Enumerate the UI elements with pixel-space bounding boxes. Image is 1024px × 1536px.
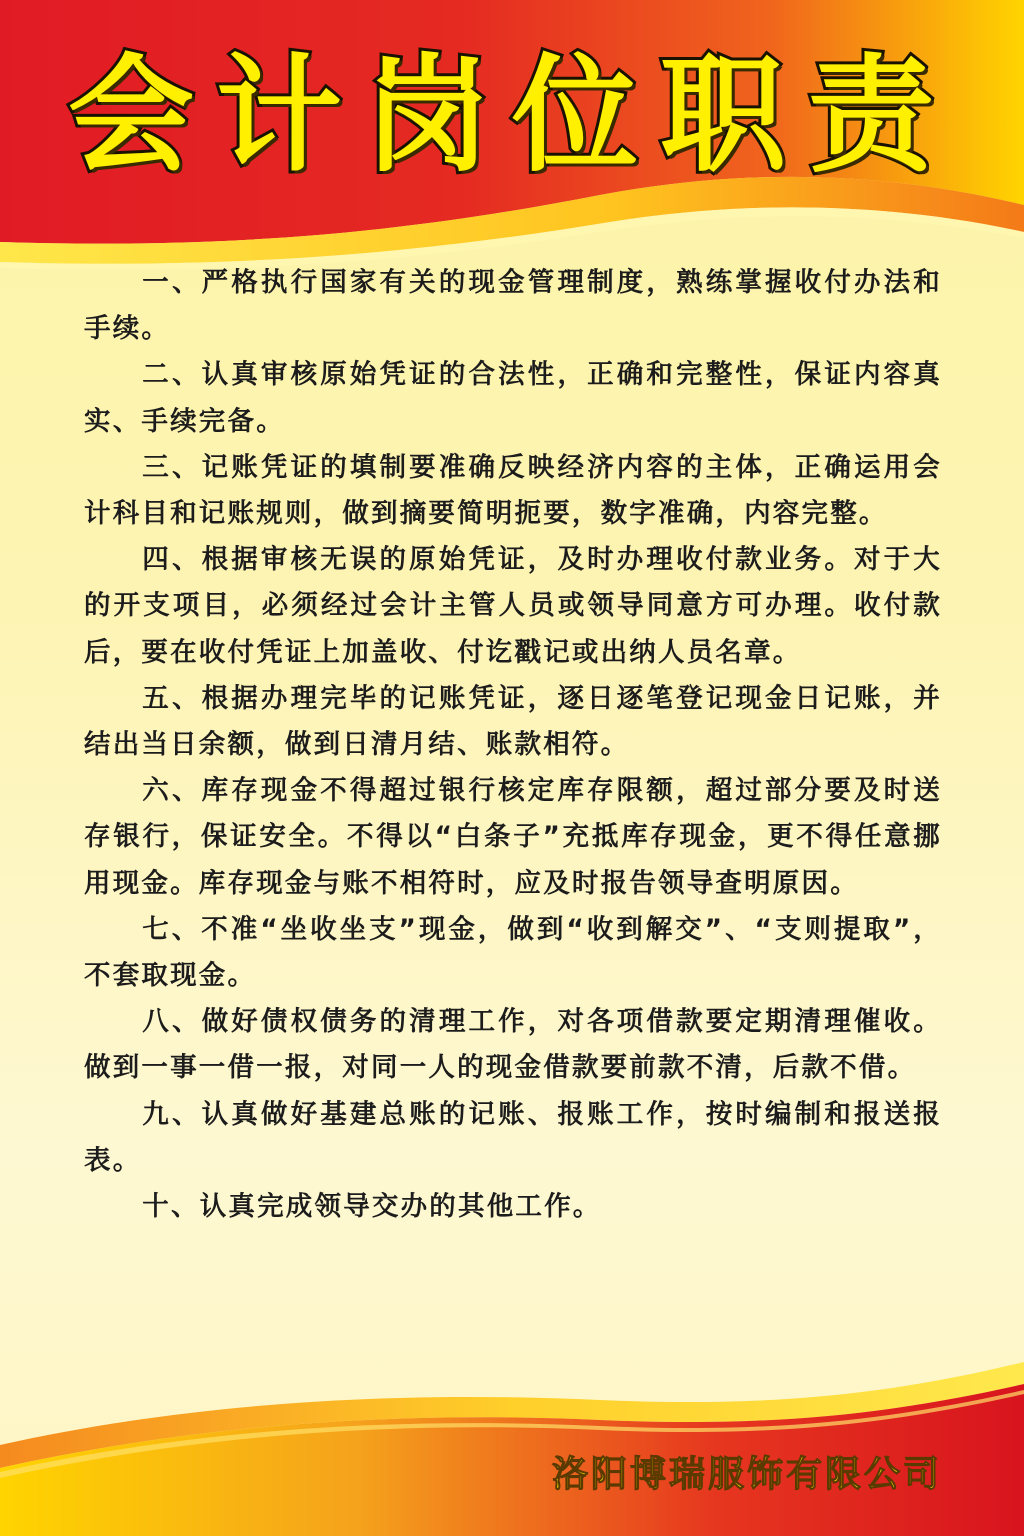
- duty-list: [84, 260, 942, 1230]
- page-title: 会计岗位职责: [68, 42, 956, 189]
- list-item: 九、认真做好基建总账的记账、报账工作，按时编制和报送报表。: [84, 1098, 942, 1176]
- list-item: 四、根据审核无误的原始凭证，及时办理收付款业务。对于大的开支项目，必须经过会计主管人员或领导同意方可办理。收付款后，要在收付凭证上加盖收、付讫戳记或出纳人员名章。: [84, 544, 942, 668]
- list-item: 二、认真审核原始凭证的合法性，正确和完整性，保证内容真实、手续完备。: [84, 359, 942, 437]
- list-item: 一、严格执行国家有关的现金管理制度，熟练掌握收付办法和手续。: [84, 267, 942, 345]
- list-item: 五、根据办理完毕的记账凭证，逐日逐笔登记现金日记账，并结出当日余额，做到日清月结、账款相符。: [84, 682, 942, 761]
- list-item: 八、做好债权债务的清理工作，对各项借款要定期清理催收。做到一事一借一报，对同一人的现金借款要前款不清，后款不借。: [84, 1006, 942, 1084]
- list-item: 十、认真完成领导交办的其他工作。: [142, 1191, 602, 1223]
- list-item: 六、库存现金不得超过银行核定库存限额，超过部分要及时送存银行，保证安全。不得以“白条子”充抵库存现金，更不得任意挪用现金。库存现金与账不相符时，应及时报告领导查明原因。: [84, 775, 942, 899]
- list-item: 三、记账凭证的填制要准确反映经济内容的主体，正确运用会计科目和记账规则，做到摘要简明扼要，数字准确，内容完整。: [84, 451, 942, 530]
- company-name: 洛阳博瑞服饰有限公司: [551, 1454, 942, 1495]
- list-item: 七、不准“坐收坐支”现金，做到“收到解交”、“支则提取”，不套取现金。: [84, 913, 942, 992]
